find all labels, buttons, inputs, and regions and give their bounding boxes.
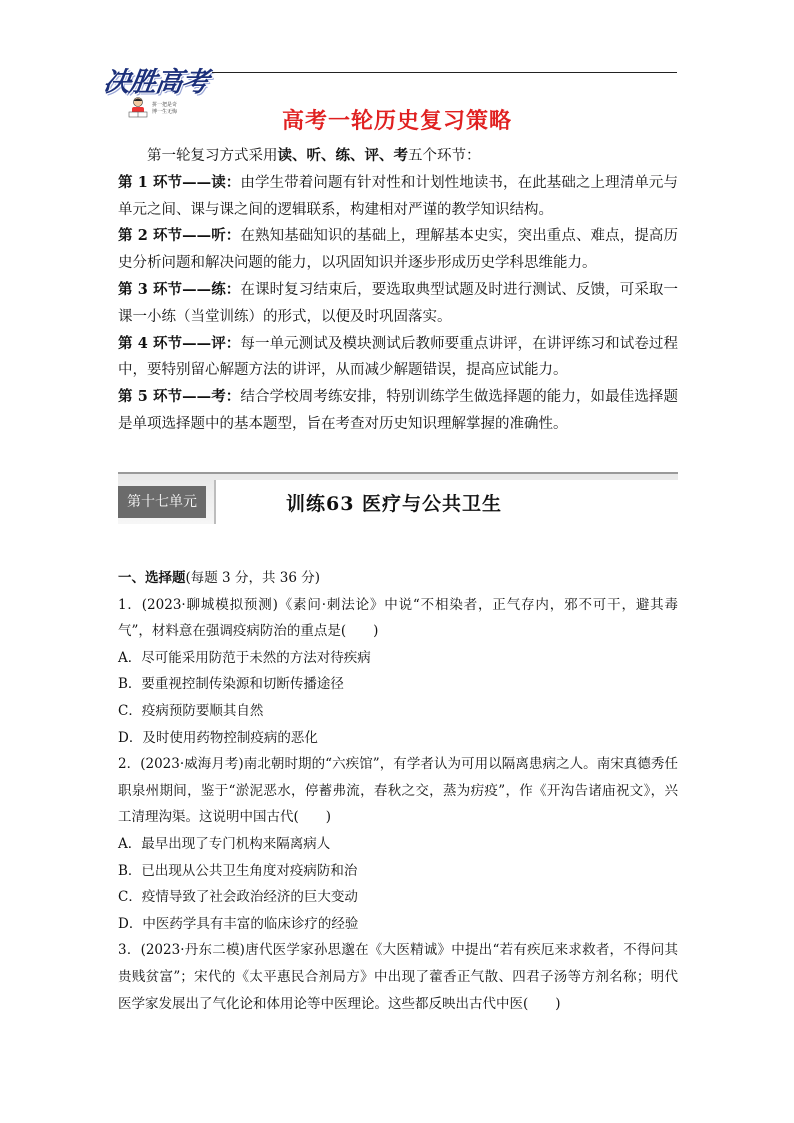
unit-header xyxy=(118,472,678,524)
step-2: 第 2 环节——听：在熟知基础知识的基础上，理解基本史实，突出重点、难点，提高历史分析问题和解决问题的能力，以巩固知识并逐步形成历史学科思维能力。 xyxy=(118,227,678,272)
option: A．最早出现了专门机构来隔离病人 xyxy=(118,835,331,852)
page-title: 高考一轮历史复习策略 xyxy=(281,109,512,134)
step-5: 第 5 环节——考：结合学校周考练安排，特别训练学生做选择题的能力，如最佳选择题是单项选择题中的基本题型，旨在考查对历史知识理解掌握的准确性。 xyxy=(118,388,678,432)
step-1: 第 1 环节——读：由学生带着问题有针对性和计划性地读书，在此基础之上理清单元与单元之间、课与课之间的逻辑联系，构建相对严谨的教学知识结构。 xyxy=(118,173,678,218)
unit-title: 训练63 医疗与公共卫生 xyxy=(286,493,503,515)
option: A．尽可能采用防范于未然的方法对待疾病 xyxy=(118,649,371,666)
option: D．及时使用药物控制疫病的恶化 xyxy=(118,729,318,746)
option: B．已出现从公共卫生角度对疫病防和治 xyxy=(118,862,358,879)
intro-section xyxy=(118,143,678,438)
logo-text: 决胜高考 xyxy=(101,67,210,98)
questions-section xyxy=(118,565,678,1017)
question-2: 2．(2023·威海月考)南北朝时期的“六疾馆”，有学者认为可用以隔离患病之人。南宋真德秀任职泉州期间，鉴于“淤泥恶水，停蓄弗流，春秋之交，蒸为疠疫”，作《开沟告诸庙祝文》，兴工清理沟渠。这说明中国古代( ) xyxy=(118,756,678,826)
option: B．要重视控制传染源和切断传播途径 xyxy=(118,676,344,693)
section-heading: 一、选择题(每题 3 分，共 36 分) xyxy=(118,570,320,586)
unit-badge: 第十七单元 xyxy=(118,486,206,518)
unit-header-rule xyxy=(118,472,678,474)
option: C．疫病预防要顺其自然 xyxy=(118,702,264,719)
intro-lead: 第一轮复习方式采用读、听、练、评、考五个环节： xyxy=(147,147,481,164)
logo-slogan: 拼一把是奇 博一生无悔 xyxy=(152,102,178,115)
header-rule xyxy=(212,72,677,73)
step-4: 第 4 环节——评：每一单元测试及模块测试后教师要重点讲评，在讲评练习和试卷过程中，要特别留心解题方法的讲评，从而减少解题错误，提高应试能力。 xyxy=(118,334,678,379)
step-3: 第 3 环节——练：在课时复习结束后，要选取典型试题及时进行测试、反馈，可采取一课一小练（当堂训练）的形式，以便及时巩固落实。 xyxy=(118,280,678,325)
question-3: 3．(2023·丹东二模)唐代医学家孙思邈在《大医精诚》中提出“若有疾厄来求救者，不得问其贵贱贫富”；宋代的《太平惠民合剂局方》中出现了藿香正气散、四君子汤等方剂名称；明代医学家发展出了气化论和体用论等中医理论。这些都反映出古代中医( ) xyxy=(118,942,679,1012)
question-1: 1．(2023·聊城模拟预测)《素问·刺法论》中说“不相染者，正气存内，邪不可干，避其毒气”，材料意在强调疫病防治的重点是( ) xyxy=(118,596,679,640)
option: D．中医药学具有丰富的临床诊疗的经验 xyxy=(118,915,359,932)
option: C．疫情导致了社会政治经济的巨大变动 xyxy=(118,889,358,906)
